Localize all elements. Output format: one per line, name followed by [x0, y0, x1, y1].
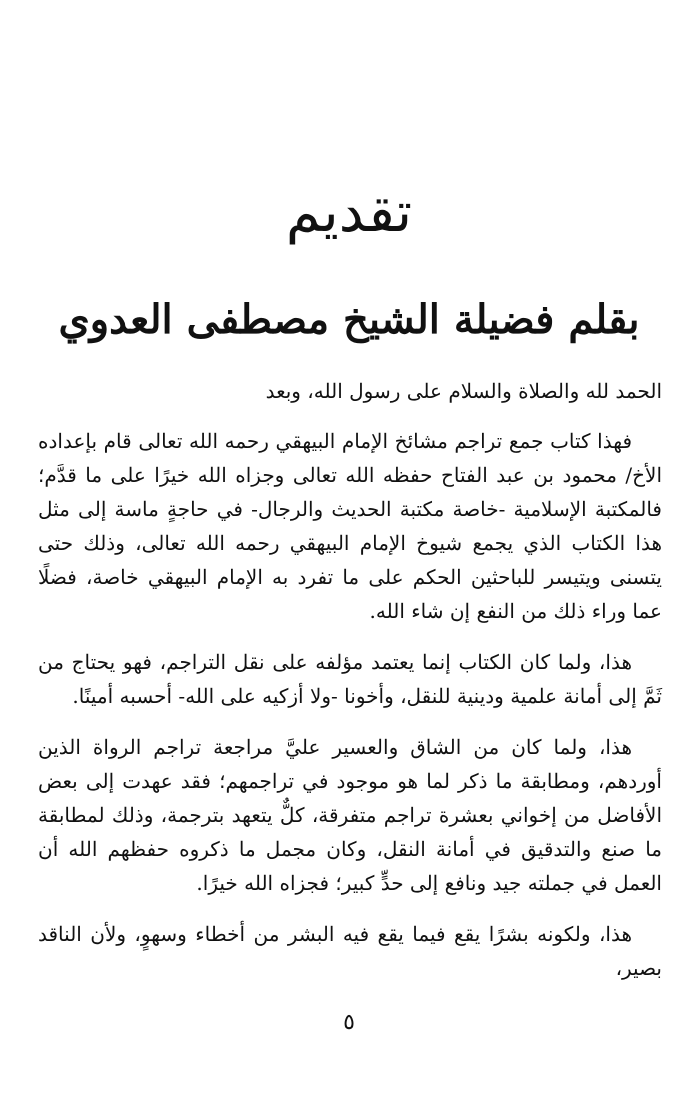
page-number: ٥ — [343, 1010, 355, 1035]
page-title: تقديم — [285, 180, 413, 245]
opening-paragraph: الحمد لله والصلاة والسلام على رسول الله، وبعد — [265, 379, 662, 403]
paragraph-review: هذا، ولما كان من الشاق والعسير عليَّ مراجعة تراجم الرواة الذين أوردهم، ومطابقة ما ذكر لما هو موجود في تراجمهم؛ فقد عهدت إلى بعض الأفاضل من إخواني بعشرة تراجم متفرقة، كلٌّ يتعهد بترجمة، وذلك لمطابقة ما صنع والتدقيق في أمانة النقل، وكان مجمل ما ذكروه حفظهم الله أن العمل في جملته جيد ونافع إلى حدٍّ كبير؛ فجزاه الله خيرًا. — [38, 735, 662, 895]
paragraph-book-description: فهذا كتاب جمع تراجم مشائخ الإمام البيهقي رحمه الله تعالى قام بإعداده الأخ/ محمود بن عبد الفتاح حفظه الله تعالى وجزاه الله خيرًا على ما قدَّم؛ فالمكتبة الإسلامية -خاصة مكتبة الحديث والرجال- في حاجةٍ ماسة إلى مثل هذا الكتاب الذي يجمع شيوخ الإمام البيهقي رحمه الله تعالى، وذلك حتى يتسنى ويتيسر للباحثين الحكم على ما تفرد به الإمام البيهقي خاصة، فضلًا عما وراء ذلك من النفع إن شاء الله. — [38, 429, 662, 623]
page-subtitle: بقلم فضيلة الشيخ مصطفى العدوي — [58, 296, 640, 343]
paragraph-closing: هذا، ولكونه بشرًا يقع فيما يقع فيه البشر من أخطاء وسهوٍ، ولأن الناقد بصير، — [38, 922, 662, 980]
paragraph-author-trust: هذا، ولما كان الكتاب إنما يعتمد مؤلفه على نقل التراجم، فهو يحتاج من ثَمَّ إلى أمانة علمية ودينية للنقل، وأخونا -ولا أزكيه على الله- أحسبه أمينًا. — [38, 650, 662, 708]
body-text — [38, 374, 662, 1002]
